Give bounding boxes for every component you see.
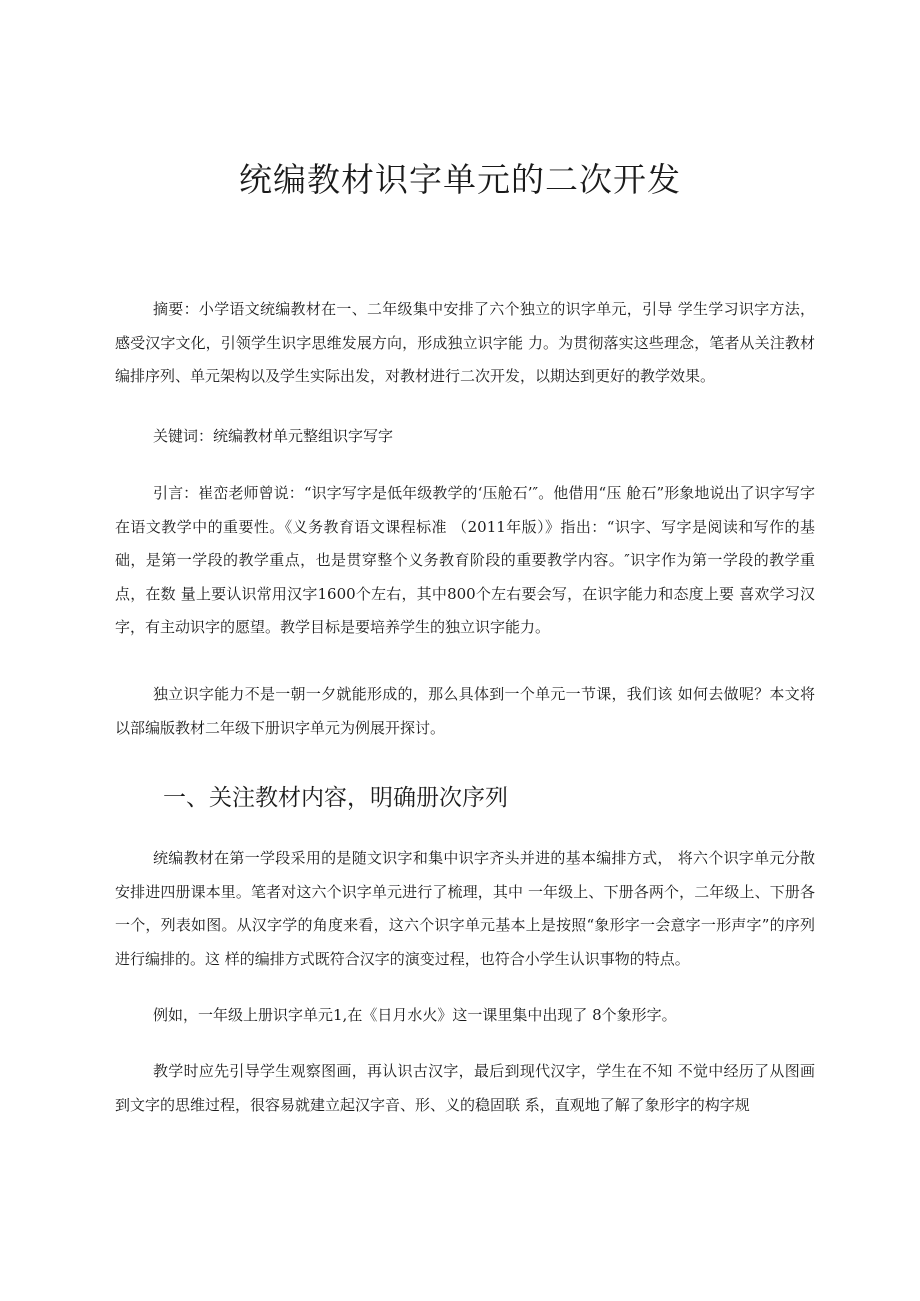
section1-paragraph-3: 教学时应先引导学生观察图画，再认识古汉字，最后到现代汉字，学生在不知 不觉中经历了从图画到文字的思维过程，很容易就建立起汉字音、形、义的稳固联 系，直观地了解了象形字的构字规 (115, 1062, 815, 1114)
section-heading-1: 一、关注教材内容，明确册次序列 (163, 785, 508, 811)
section1-paragraph-1: 统编教材在第一学段采用的是随文识字和集中识字齐头并进的基本编排方式， 将六个识字单元分散安排进四册课本里。笔者对这六个识字单元进行了梳理，其中 一年级上、下册各两个，二年级上、下册各一个，列表如图。从汉字学的角度来看，这六个识字单元基本上是按照“象形字一会意字一形声字”的序列进行编排的。这 样的编排方式既符合汉字的演变过程，也符合小学生认识事物的特点。 (115, 849, 815, 968)
section1-paragraph-2: 例如，一年级上册识字单元1,在《日月水火》这一课里集中出现了 8个象形字。 (153, 1006, 677, 1024)
abstract-paragraph: 摘要：小学语文统编教材在一、二年级集中安排了六个独立的识字单元，引导 学生学习识字方法，感受汉字文化，引领学生识字思维发展方向，形成独立识字能 力。为贯彻落实这些理念，笔者从关注教材编排序列、单元架构以及学生实际出发，对教材进行二次开发，以期达到更好的教学效果。 (115, 300, 815, 385)
document-title: 统编教材识字单元的二次开发 (239, 160, 681, 199)
keywords-line: 关键词：统编教材单元整组识字写字 (153, 427, 394, 445)
intro-paragraph: 引言：崔峦老师曾说：“识字写字是低年级教学的‘压舱石’″。他借用“压 舱石”形象地说出了识字写字在语文教学中的重要性。《义务教育语文课程标准 （2011年版）》指出：“识字、写字是阅读和写作的基础，是第一学段的教学重点，也是贯穿整个义务教育阶段的重要教学内容。″识字作为第一学段的教学重点，在数 量上要认识常用汉字1600个左右，其中800个左右要会写，在识字能力和态度上要 喜欢学习汉字，有主动识字的愿望。教学目标是要培养学生的独立识字能力。 (115, 484, 815, 636)
independent-literacy-paragraph: 独立识字能力不是一朝一夕就能形成的，那么具体到一个单元一节课，我们该 如何去做呢？本文将以部编版教材二年级下册识字单元为例展开探讨。 (115, 685, 815, 737)
